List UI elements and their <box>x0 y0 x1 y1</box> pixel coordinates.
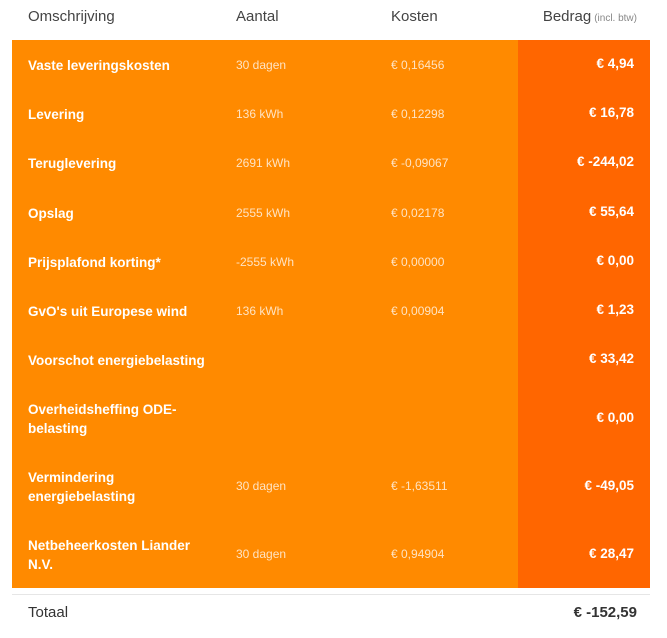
total-label: Totaal <box>28 604 69 621</box>
row-amount: € 55,64 <box>588 204 634 219</box>
row-quantity: 30 dagen <box>236 479 287 493</box>
row-amount: € 33,42 <box>588 351 634 366</box>
row-description: Vaste leveringskosten <box>28 58 170 73</box>
row-description: Prijsplafond korting* <box>28 255 161 270</box>
row-description: Netbeheerkosten Liander N.V. <box>28 538 191 572</box>
row-quantity: -2555 kWh <box>236 255 295 269</box>
row-description: Vermindering energiebelasting <box>28 470 136 504</box>
row-cost: € 0,12298 <box>391 107 445 121</box>
row-quantity: 136 kWh <box>236 107 284 121</box>
row-quantity: 30 dagen <box>236 547 287 561</box>
row-description: Teruglevering <box>28 156 117 171</box>
row-amount: € -244,02 <box>576 154 634 169</box>
row-quantity: 2555 kWh <box>236 206 291 220</box>
row-amount: € 0,00 <box>596 253 634 268</box>
row-description: Levering <box>28 107 85 122</box>
row-amount: € 16,78 <box>588 105 634 120</box>
row-cost: € 0,94904 <box>391 547 445 561</box>
cost-table <box>12 40 650 588</box>
footer-divider <box>12 594 650 595</box>
row-amount: € 0,00 <box>596 410 634 425</box>
row-cost: € 0,16456 <box>391 58 445 72</box>
row-amount: € -49,05 <box>584 478 634 493</box>
row-quantity: 30 dagen <box>236 58 287 72</box>
header-amount <box>543 8 637 25</box>
header-description: Omschrijving <box>28 8 115 25</box>
row-cost: € 0,00000 <box>391 255 445 269</box>
header-amount-label: Bedrag <box>542 8 592 25</box>
table-header <box>0 0 667 36</box>
row-amount: € 28,47 <box>588 546 634 561</box>
header-cost: Kosten <box>391 8 438 25</box>
row-description: GvO's uit Europese wind <box>28 304 188 319</box>
total-value: € -152,59 <box>573 604 637 621</box>
header-amount-note: (incl. btw) <box>594 13 637 24</box>
row-description: Voorschot energiebelasting <box>28 353 205 368</box>
header-quantity: Aantal <box>236 8 279 25</box>
row-description: Overheidsheffing ODE-belasting <box>28 402 177 436</box>
row-cost: € -0,09067 <box>391 156 449 170</box>
row-amount: € 1,23 <box>596 302 634 317</box>
row-amount: € 4,94 <box>596 56 634 71</box>
row-description: Opslag <box>28 206 74 221</box>
row-quantity: 136 kWh <box>236 304 284 318</box>
row-quantity: 2691 kWh <box>236 156 291 170</box>
row-cost: € -1,63511 <box>391 479 448 493</box>
row-cost: € 0,02178 <box>391 206 445 220</box>
row-cost: € 0,00904 <box>391 304 445 318</box>
